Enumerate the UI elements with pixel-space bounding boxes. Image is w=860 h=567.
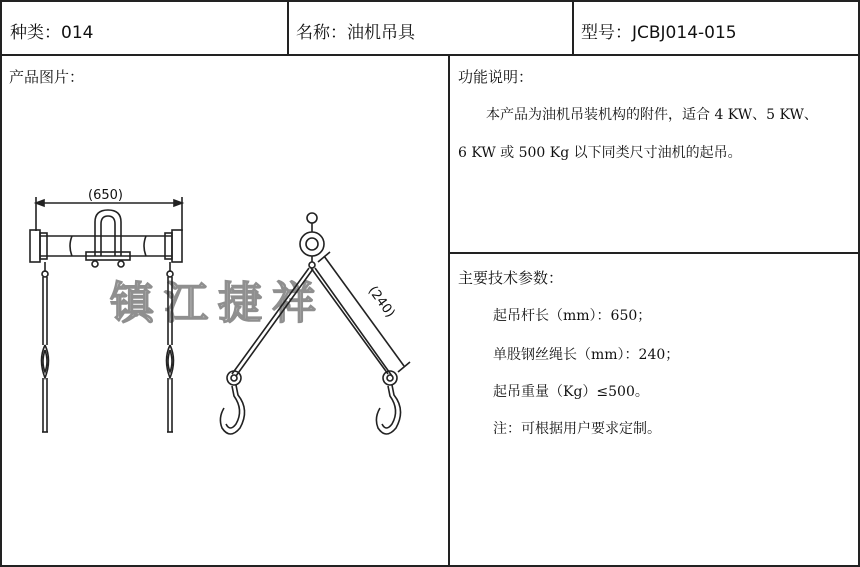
category-label: 种类：014: [10, 23, 94, 43]
model-label: 型号：JCBJ014-015: [581, 23, 737, 43]
bar-length-dimension: (650): [88, 188, 123, 203]
header-col-divider-2: [572, 0, 574, 55]
function-description-line-2: 6 KW 或 500 Kg 以下同类尺寸油机的起吊。: [458, 145, 742, 161]
body-col-divider: [448, 55, 450, 566]
spec-item-cable-length: 单股钢丝绳长（mm）：240；: [493, 347, 680, 363]
function-section-title: 功能说明：: [458, 68, 534, 86]
watermark-text: 镇江捷祥: [110, 278, 326, 329]
spec-item-lifting-weight: 起吊重量（Kg）≤500。: [493, 384, 649, 400]
spec-item-note: 注：可根据用户要求定制。: [493, 421, 661, 437]
cable-length-dimension: (240): [364, 283, 398, 321]
product-name-label: 名称：油机吊具: [296, 23, 415, 43]
image-section-title: 产品图片：: [9, 68, 85, 86]
right-row-divider: [448, 252, 860, 254]
function-description-line-1: 本产品为油机吊装机构的附件，适合 4 KW、5 KW、: [486, 107, 818, 123]
table-right-border: [858, 0, 860, 567]
spec-item-bar-length: 起吊杆长（mm）：650；: [493, 308, 652, 324]
specs-section-title: 主要技术参数：: [458, 269, 564, 287]
